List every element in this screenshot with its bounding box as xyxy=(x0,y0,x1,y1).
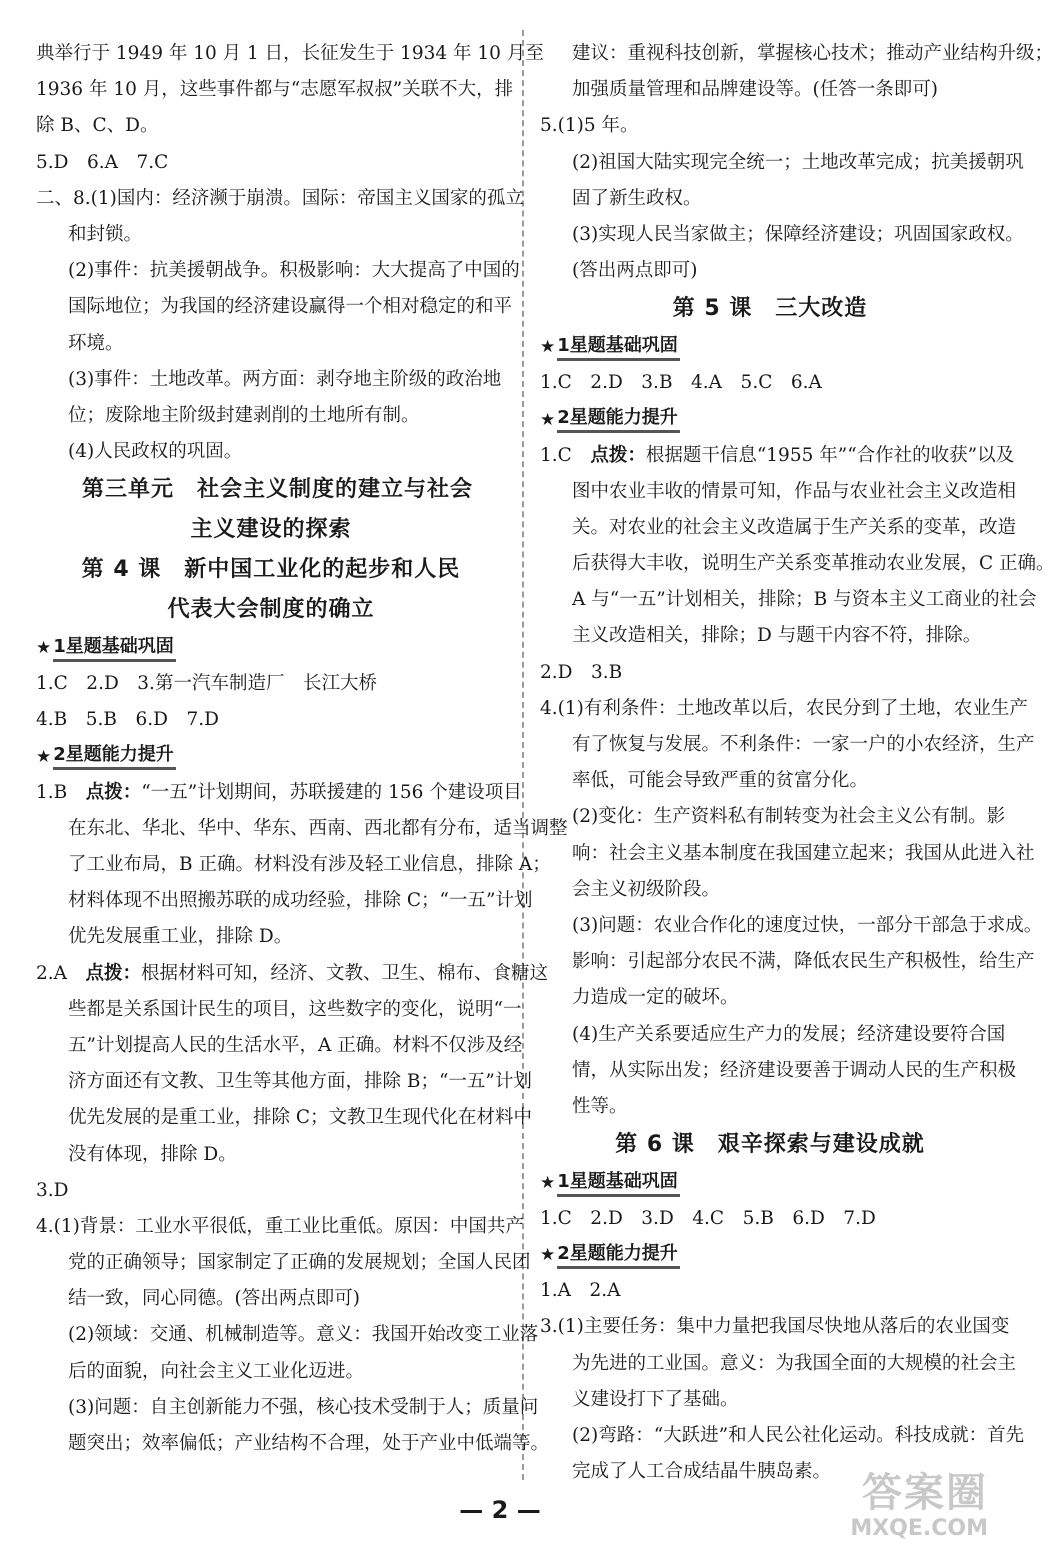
star-icon: ★ xyxy=(540,1245,556,1266)
text-line: 加强质量管理和品牌建设等。(任答一条即可) xyxy=(572,79,938,101)
text-line: (2)弯路：“大跃进”和人民公社化运动。科技成就：首先 xyxy=(572,1425,1025,1446)
level-heading: ★ 2星题能力提升 xyxy=(540,1237,1000,1273)
text-line: 1.C 2.D 3.D 4.C 5.B 6.D 7.D xyxy=(540,1208,876,1230)
text-line: (2)领域：交通、机械制造等。意义：我国开始改变工业落 xyxy=(68,1324,539,1346)
text-line: 2.D 3.B xyxy=(540,661,623,683)
text-line: 响：社会主义基本制度在我国建立起来；我国从此进入社 xyxy=(572,842,1035,864)
text-line: 情，从实际出发；经济建设要善于调动人民的生产积极 xyxy=(572,1059,1017,1081)
level-heading: ★ 2星题能力提升 xyxy=(540,402,1000,438)
text-line: 后获得大丰收，说明生产关系变革推动农业发展，C 正确。 xyxy=(572,553,1055,575)
unit-title: 主义建设的探索 xyxy=(190,517,352,543)
text-line: 些都是关系国计民生的项目，这些数字的变化，说明“一 xyxy=(68,998,522,1020)
lesson-title: 代表大会制度的确立 xyxy=(167,597,375,623)
level-heading: ★ 2星题能力提升 xyxy=(36,739,506,775)
text-line: (3)事件：土地改革。两方面：剥夺地主阶级的政治地 xyxy=(68,368,502,390)
text-line: 5.D 6.A 7.C xyxy=(36,151,169,173)
watermark-logo: 答案圈 MXQE.COM xyxy=(850,1470,988,1541)
text-line: 1.C 2.D 3.第一汽车制造厂 长江大桥 xyxy=(36,673,377,695)
text-line: 在东北、华北、华中、华东、西南、西北都有分布，适当调整 xyxy=(68,817,568,839)
level-heading: ★ 1星题基础巩固 xyxy=(36,630,506,666)
text-line: 结一致，同心同德。(答出两点即可) xyxy=(68,1288,360,1310)
text-line: (答出两点即可) xyxy=(572,260,698,282)
text-line: 率低，可能会导致严重的贫富分化。 xyxy=(572,770,869,792)
text-line: 4.(1)有利条件：土地改革以后，农民分到了土地，农业生产 xyxy=(540,697,1028,719)
text-line: 位；废除地主阶级封建剥削的土地所有制。 xyxy=(68,404,420,426)
text-line: 完成了人工合成结晶牛胰岛素。 xyxy=(572,1461,832,1483)
text-line: 环境。 xyxy=(68,332,124,354)
left-column xyxy=(36,36,568,1462)
text-line: 固了新生政权。 xyxy=(572,187,702,209)
tip-label: 点拨： xyxy=(85,781,142,803)
text-line: 党的正确领导；国家制定了正确的发展规划；全国人民团 xyxy=(68,1252,531,1274)
text-line: (4)人民政权的巩固。 xyxy=(68,441,243,463)
star-icon: ★ xyxy=(36,638,52,659)
unit-title: 第三单元 社会主义制度的建立与社会 xyxy=(82,477,474,503)
text-line: 会主义初级阶段。 xyxy=(572,878,721,900)
text-line: 和封锁。 xyxy=(68,223,143,245)
text-line: A 与“一五”计划相关，排除；B 与资本主义工商业的社会 xyxy=(572,589,1037,611)
text-line: 4.(1)背景：工业水平很低，重工业比重低。原因：中国共产 xyxy=(36,1215,524,1237)
text-line: 有了恢复与发展。不利条件：一家一户的小农经济，生产 xyxy=(572,734,1035,755)
text-line: 关。对农业的社会主义改造属于生产关系的变革，改造 xyxy=(572,516,1017,538)
text-line: 1.C 2.D 3.B 4.A 5.C 6.A xyxy=(540,372,822,394)
lesson-title: 第 5 课 三大改造 xyxy=(672,296,868,322)
text-line: 后的面貌，向社会主义工业化迈进。 xyxy=(68,1360,365,1382)
text-line: 典举行于 1949 年 10 月 1 日，长征发生于 1934 年 10 月至 xyxy=(36,43,544,64)
text-line: 1.B 点拨：“一五”计划期间，苏联援建的 156 个建设项目 xyxy=(36,781,522,803)
tip-label: 点拨： xyxy=(590,444,646,466)
text-line: (3)问题：农业合作化的速度过快，一部分干部急于求成。 xyxy=(572,914,1043,936)
text-line: 主义改造相关，排除；D 与题干内容不符，排除。 xyxy=(572,625,982,647)
text-line: 5.(1)5 年。 xyxy=(540,115,639,137)
text-line: 没有体现，排除 D。 xyxy=(68,1143,237,1165)
lesson-title: 第 6 课 艰辛探索与建设成就 xyxy=(615,1132,925,1158)
text-line: (2)事件：抗美援朝战争。积极影响：大大提高了中国的 xyxy=(68,260,520,282)
text-line: (3)问题：自主创新能力不强，核心技术受制于人；质量问 xyxy=(68,1396,539,1418)
text-line: 力造成一定的破坏。 xyxy=(572,987,739,1009)
text-line: 性等。 xyxy=(572,1095,628,1117)
text-line: 影响：引起部分农民不满，降低农民生产积极性，给生产 xyxy=(572,951,1035,973)
text-line: 义建设打下了基础。 xyxy=(572,1388,739,1410)
text-line: 4.B 5.B 6.D 7.D xyxy=(36,709,219,731)
text-line: 3.(1)主要任务：集中力量把我国尽快地从落后的农业国变 xyxy=(540,1316,1010,1338)
text-line: 优先发展重工业，排除 D。 xyxy=(68,926,293,948)
star-icon: ★ xyxy=(540,1173,556,1194)
text-line: (2)变化：生产资料私有制转变为社会主义公有制。影 xyxy=(572,806,1006,828)
text-line: 除 B、C、D。 xyxy=(36,115,159,137)
text-line: 1.C 点拨：根据题干信息“1955 年”“合作社的收获”以及 xyxy=(540,444,1015,466)
level-heading: ★ 1星题基础巩固 xyxy=(540,329,1000,365)
star-icon: ★ xyxy=(36,746,52,767)
text-line: 2.A 点拨：根据材料可知，经济、文教、卫生、棉布、食糖这 xyxy=(36,962,549,984)
text-line: 3.D xyxy=(36,1179,69,1201)
page-number: — 2 — xyxy=(459,1496,541,1524)
right-column xyxy=(540,36,1055,1490)
text-line: 优先发展的是重工业，排除 C；文教卫生现代化在材料中 xyxy=(68,1107,533,1129)
text-line: 1936 年 10 月，这些事件都与“志愿军叔叔”关联不大，排 xyxy=(36,79,514,101)
text-line: 为先进的工业国。意义：为我国全面的大规模的社会主 xyxy=(572,1352,1017,1374)
text-line: 图中农业丰收的情景可知，作品与农业社会主义改造相 xyxy=(572,480,1017,502)
star-icon: ★ xyxy=(540,409,556,430)
text-line: 二、8.(1)国内：经济濒于崩溃。国际：帝国主义国家的孤立 xyxy=(36,187,524,209)
text-line: 1.A 2.A xyxy=(540,1280,621,1302)
text-line: 济方面还有文教、卫生等其他方面，排除 B；“一五”计划 xyxy=(68,1071,532,1093)
text-line: 国际地位；为我国的经济建设赢得一个相对稳定的和平 xyxy=(68,296,513,318)
text-line: (2)祖国大陆实现完全统一；土地改革完成；抗美援朝巩 xyxy=(572,151,1024,173)
text-line: 题突出；效率偏低；产业结构不合理，处于产业中低端等。 xyxy=(68,1433,550,1454)
star-icon: ★ xyxy=(540,337,556,358)
level-heading: ★ 1星题基础巩固 xyxy=(540,1165,1000,1201)
text-line: (3)实现人民当家做主；保障经济建设；巩固国家政权。 xyxy=(572,223,1024,245)
text-line: 了工业布局，B 正确。材料没有涉及轻工业信息，排除 A； xyxy=(68,854,551,875)
lesson-title: 第 4 课 新中国工业化的起步和人民 xyxy=(81,557,461,583)
tip-label: 点拨： xyxy=(85,962,142,984)
text-line: 材料体现不出照搬苏联的成功经验，排除 C；“一五”计划 xyxy=(68,890,533,912)
text-line: (4)生产关系要适应生产力的发展；经济建设要符合国 xyxy=(572,1023,1006,1045)
text-line: 五”计划提高人民的生活水平，A 正确。材料不仅涉及经 xyxy=(68,1034,523,1056)
text-line: 建议：重视科技创新，掌握核心技术；推动产业结构升级； xyxy=(572,43,1054,64)
